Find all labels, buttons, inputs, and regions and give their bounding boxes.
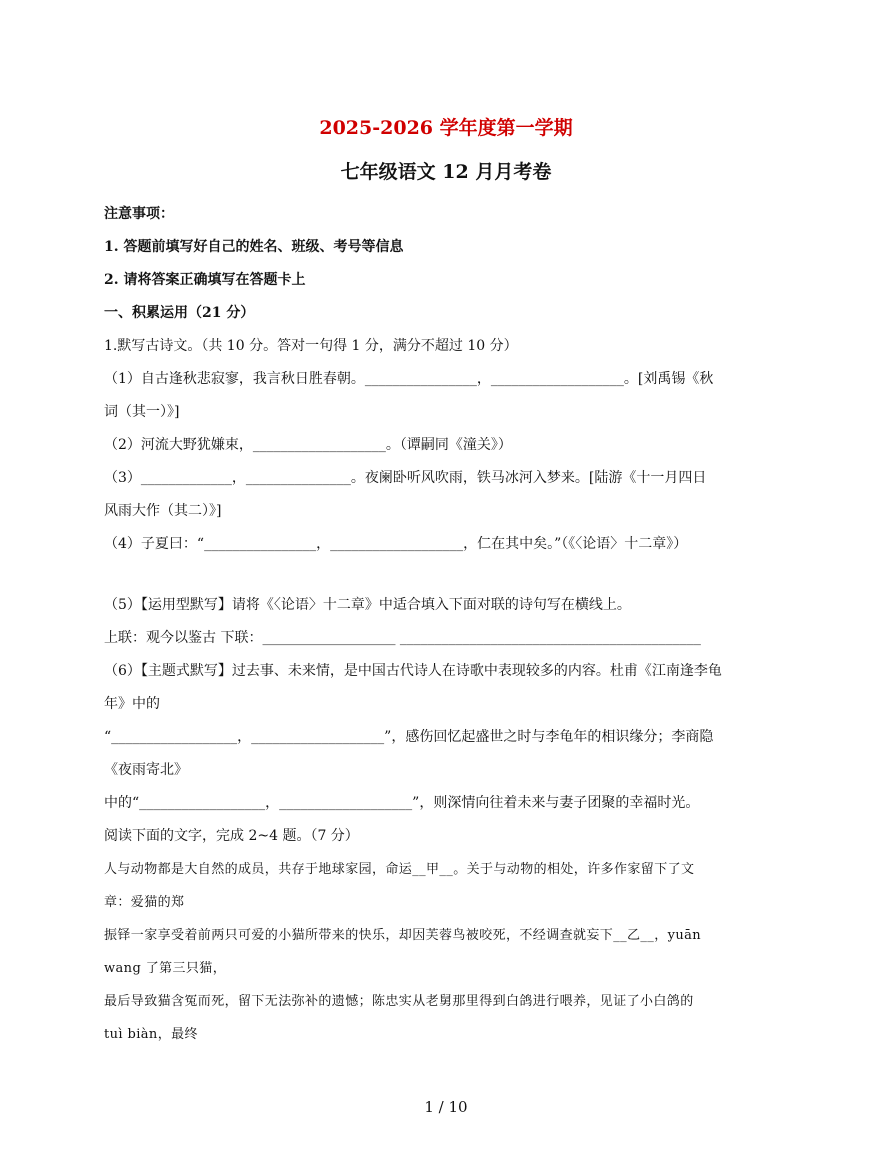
question-1-item-2: （2）河流大野犹嫌束，___________________。（谭嗣同《潼关》） (104, 437, 512, 453)
reading-passage-line: wang 了第三只猫， (104, 961, 227, 976)
question-1-instructions: 1.默写古诗文。（共 10 分。答对一句得 1 分，满分不超过 10 分） (104, 338, 518, 354)
notice-item-1: 1. 答题前填写好自己的姓名、班级、考号等信息 (104, 239, 404, 255)
exam-content (104, 198, 794, 1051)
question-1-item-4: （4）子夏曰：“________________，___________________，仁在其中矣。”（《〈论语〉十二章》） (104, 536, 688, 552)
exam-subtitle: 七年级语文 12 月月考卷 (340, 161, 552, 183)
reading-passage-line: 最后导致猫含冤而死，留下无法弥补的遗憾；陈忠实从老舅那里得到白鸽进行喂养，见证了小白鸽的 (104, 994, 694, 1009)
notice-item-2: 2. 请将答案正确填写在答题卡上 (104, 272, 306, 288)
couplet-line: 上联：观今以鉴古 下联：___________________ ___________________________________________ (104, 630, 701, 646)
question-1-item-6-cont-3: 《夜雨寄北》 (104, 762, 188, 778)
section-heading: 一、积累运用（21 分） (104, 305, 255, 321)
question-1-item-6-cont-2: “__________________，___________________”，感伤回忆起盛世之时与李龟年的相识缘分；李商隐 (104, 729, 714, 745)
paragraph-gap (104, 561, 794, 589)
exam-title: 2025-2026 学年度第一学期 (319, 117, 573, 139)
question-1-item-1-cont: 词（其一）》] (104, 404, 180, 420)
page-number: 1 / 10 (424, 1098, 468, 1116)
reading-passage-line: 振铎一家享受着前两只可爱的小猫所带来的快乐，却因芙蓉鸟被咬死，不经调查就妄下__乙__，yuān (104, 928, 702, 943)
question-1-item-6: （6）【主题式默写】过去事、未来情，是中国古代诗人在诗歌中表现较多的内容。杜甫《江南逢李龟 (104, 663, 722, 679)
question-1-item-6-cont-4: 中的“__________________，___________________”，则深情向往着未来与妻子团聚的幸福时光。 (104, 795, 700, 811)
question-1-item-6-cont-1: 年》中的 (104, 696, 160, 712)
reading-passage-line: 人与动物都是大自然的成员，共存于地球家园，命运__甲__。关于与动物的相处，许多作家留下了文 (104, 862, 695, 877)
question-1-item-5: （5）【运用型默写】请将《〈论语〉十二章》中适合填入下面对联的诗句写在横线上。 (104, 597, 631, 613)
question-1-item-3: （3）_____________，_______________。夜阑卧听风吹雨，铁马冰河入梦来。[陆游《十一月四日 (104, 470, 707, 486)
question-1-item-1: （1）自古逢秋悲寂寥，我言秋日胜春朝。________________，___________________。[刘禹锡《秋 (104, 371, 714, 387)
reading-passage-line: 章：爱猫的郑 (104, 895, 185, 910)
reading-instructions: 阅读下面的文字，完成 2~4 题。（7 分） (104, 828, 359, 844)
notice-heading: 注意事项： (104, 206, 174, 222)
reading-passage-line: tuì biàn，最终 (104, 1027, 198, 1042)
question-1-item-3-cont: 风雨大作（其二）》] (104, 503, 222, 519)
